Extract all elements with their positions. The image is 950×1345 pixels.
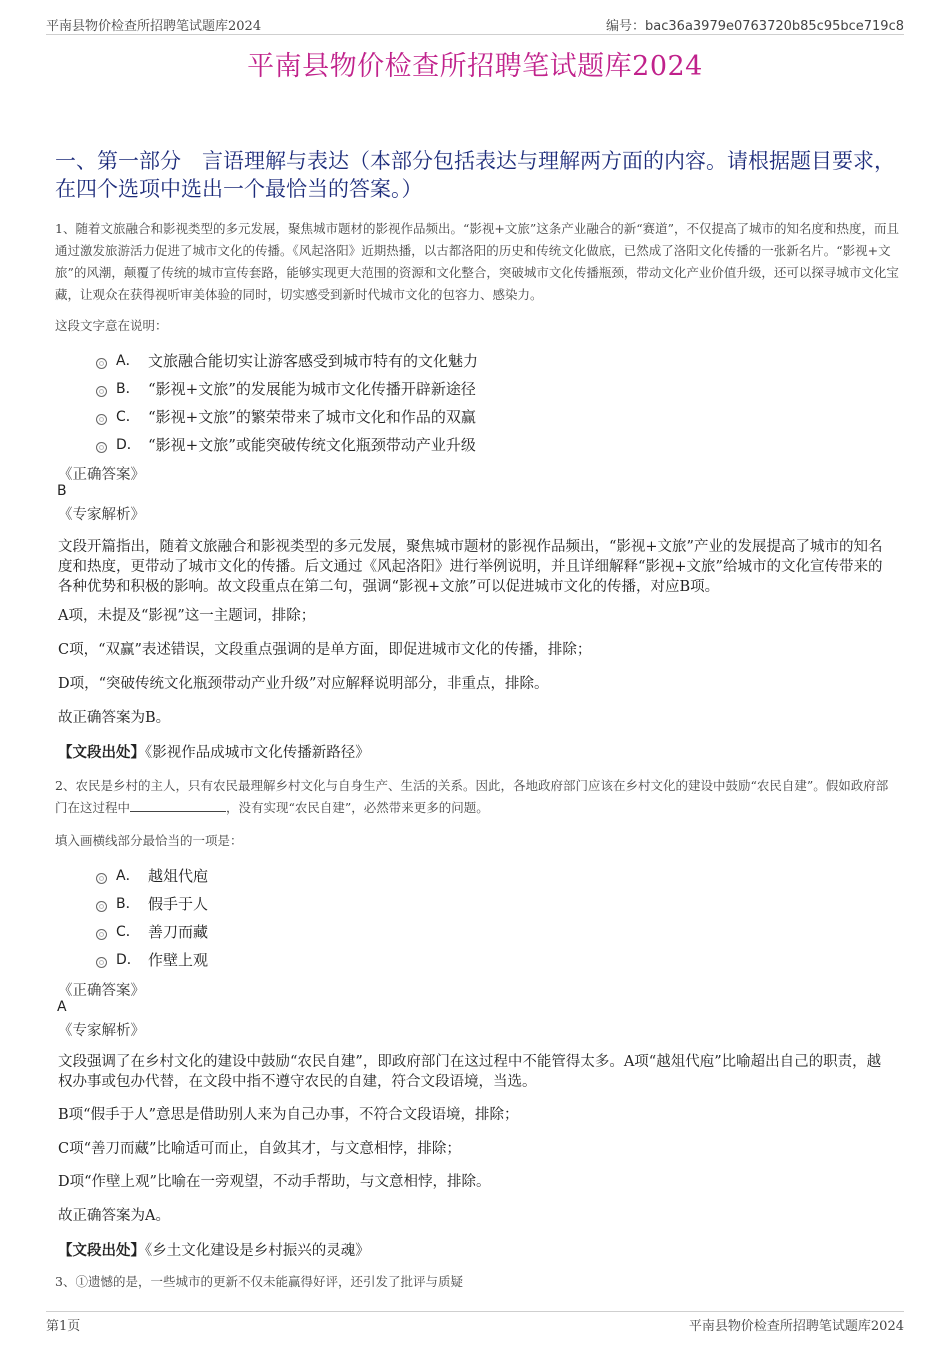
question-2-analysis-main: 文段强调了在乡村文化的建设中鼓励“农民自建”，即政府部门在这过程中不能管得太多。A项“越俎代庖”比喻超出自己的职责，越权办事或包办代替，在文段中指不遵守农民的自建，符合文段语境，当选。 — [58, 1054, 882, 1090]
question-1-analysis-label: 《专家解析》 — [58, 507, 145, 523]
question-1-answer-label: 《正确答案》 — [58, 467, 145, 483]
question-2-analysis-label: 《专家解析》 — [58, 1023, 145, 1039]
page-title: 平南县物价检查所招聘笔试题库2024 — [247, 51, 703, 82]
page-header — [46, 12, 904, 35]
page-footer — [46, 1311, 904, 1334]
question-1-option-d[interactable]: D． “影视+文旅”或能突破传统文化瓶颈带动产业升级 — [96, 430, 478, 458]
question-2-options — [96, 861, 208, 973]
header-doc-id: 编号：bac36a3979e0763720b85c95bce719c8 — [606, 19, 904, 34]
question-2-text: 2、农民是乡村的主人，只有农民最理解乡村文化与自身生产、生活的关系。因此，各地政府部门应该在乡村文化的建设中鼓励“农民自建”。假如政府部门在这过程中 ，没有实现“农民自建”，必然带来更多的问题。 — [55, 778, 889, 815]
question-1-analysis-c: C项，“双赢”表述错误，文段重点强调的是单方面，即促进城市文化的传播，排除； — [58, 642, 592, 658]
question-1-option-a[interactable]: A． 文旅融合能切实让游客感受到城市特有的文化魅力 — [96, 346, 478, 374]
source-title: 《影视作品成城市文化传播新路径》 — [145, 745, 370, 761]
question-1-analysis-d: D项，“突破传统文化瓶颈带动产业升级”对应解释说明部分，非重点，排除。 — [58, 676, 549, 692]
question-2-option-c[interactable]: C． 善刀而藏 — [96, 917, 208, 945]
question-3-text: 3、①遗憾的是，一些城市的更新不仅未能赢得好评，还引发了批评与质疑 — [55, 1274, 463, 1289]
source-label: 【文段出处】 — [58, 1242, 145, 1259]
question-1-prompt: 这段文字意在说明： — [55, 318, 168, 333]
question-1-analysis-main: 文段开篇指出，随着文旅融合和影视类型的多元发展，聚焦城市题材的影视作品频出，“影视+文旅”产业的发展提高了城市的知名度和热度，更带动了城市文化的传播。后文通过《风起洛阳》进行举例说明，并且详细解释“影视+文旅”给城市的文化宣传带来的各种优势和积极的影响。故文段重点在第二句，强调“影视+文旅”可以促进城市文化的传播，对应B项。 — [58, 539, 883, 595]
radio-icon[interactable] — [96, 442, 107, 453]
source-title: 《乡土文化建设是乡村振兴的灵魂》 — [145, 1243, 370, 1259]
question-2-analysis-d: D项“作壁上观”比喻在一旁观望，不动手帮助，与文意相悖，排除。 — [58, 1174, 491, 1190]
radio-icon[interactable] — [96, 929, 107, 940]
question-1-answer: B — [57, 483, 67, 499]
radio-icon[interactable] — [96, 358, 107, 369]
source-label: 【文段出处】 — [58, 744, 145, 761]
question-1-option-b[interactable]: B． “影视+文旅”的发展能为城市文化传播开辟新途径 — [96, 374, 478, 402]
fill-in-blank — [130, 799, 226, 812]
page-number: 第1页 — [46, 1319, 81, 1334]
question-1-options — [96, 346, 478, 458]
question-2-source — [58, 1239, 370, 1260]
radio-icon[interactable] — [96, 901, 107, 912]
question-1-text: 1、随着文旅融合和影视类型的多元发展，聚焦城市题材的影视作品频出。“影视+文旅”这条产业融合的新“赛道”，不仅提高了城市的知名度和热度，而且通过激发旅游活力促进了城市文化的传播。《风起洛阳》近期热播，以古都洛阳的历史和传统文化做底，已然成了洛阳文化传播的一张新名片。“影视+文旅”的风潮，颠覆了传统的城市宣传套路，能够实现更大范围的资源和文化整合，突破城市文化传播瓶颈，带动文化产业价值升级，还可以探寻城市文化宝藏，让观众在获得视听审美体验的同时，切实感受到新时代城市文化的包容力、感染力。 — [55, 221, 899, 302]
section-heading: 一、第一部分 言语理解与表达（本部分包括表达与理解两方面的内容。请根据题目要求，在四个选项中选出一个最恰当的答案。） — [55, 149, 895, 201]
question-2-analysis-c: C项“善刀而藏”比喻适可而止，自敛其才，与文意相悖，排除； — [58, 1141, 461, 1157]
question-1-option-c[interactable]: C． “影视+文旅”的繁荣带来了城市文化和作品的双赢 — [96, 402, 478, 430]
radio-icon[interactable] — [96, 386, 107, 397]
question-1-source — [58, 741, 370, 762]
question-2-analysis-conclusion: 故正确答案为A。 — [58, 1208, 170, 1224]
radio-icon[interactable] — [96, 414, 107, 425]
question-2-answer: A — [57, 999, 67, 1015]
question-2-option-b[interactable]: B． 假手于人 — [96, 889, 208, 917]
question-2-answer-label: 《正确答案》 — [58, 983, 145, 999]
header-doc-title: 平南县物价检查所招聘笔试题库2024 — [46, 19, 262, 34]
question-2-prompt: 填入画横线部分最恰当的一项是： — [55, 833, 243, 848]
question-1-analysis-conclusion: 故正确答案为B。 — [58, 710, 171, 726]
question-1-analysis-a: A项，未提及“影视”这一主题词，排除； — [58, 608, 316, 624]
radio-icon[interactable] — [96, 957, 107, 968]
radio-icon[interactable] — [96, 873, 107, 884]
question-2-option-a[interactable]: A． 越俎代庖 — [96, 861, 208, 889]
footer-doc-title: 平南县物价检查所招聘笔试题库2024 — [688, 1319, 904, 1334]
question-2-option-d[interactable]: D． 作壁上观 — [96, 945, 208, 973]
question-2-analysis-b: B项“假手于人”意思是借助别人来为自己办事，不符合文段语境，排除； — [58, 1107, 519, 1123]
